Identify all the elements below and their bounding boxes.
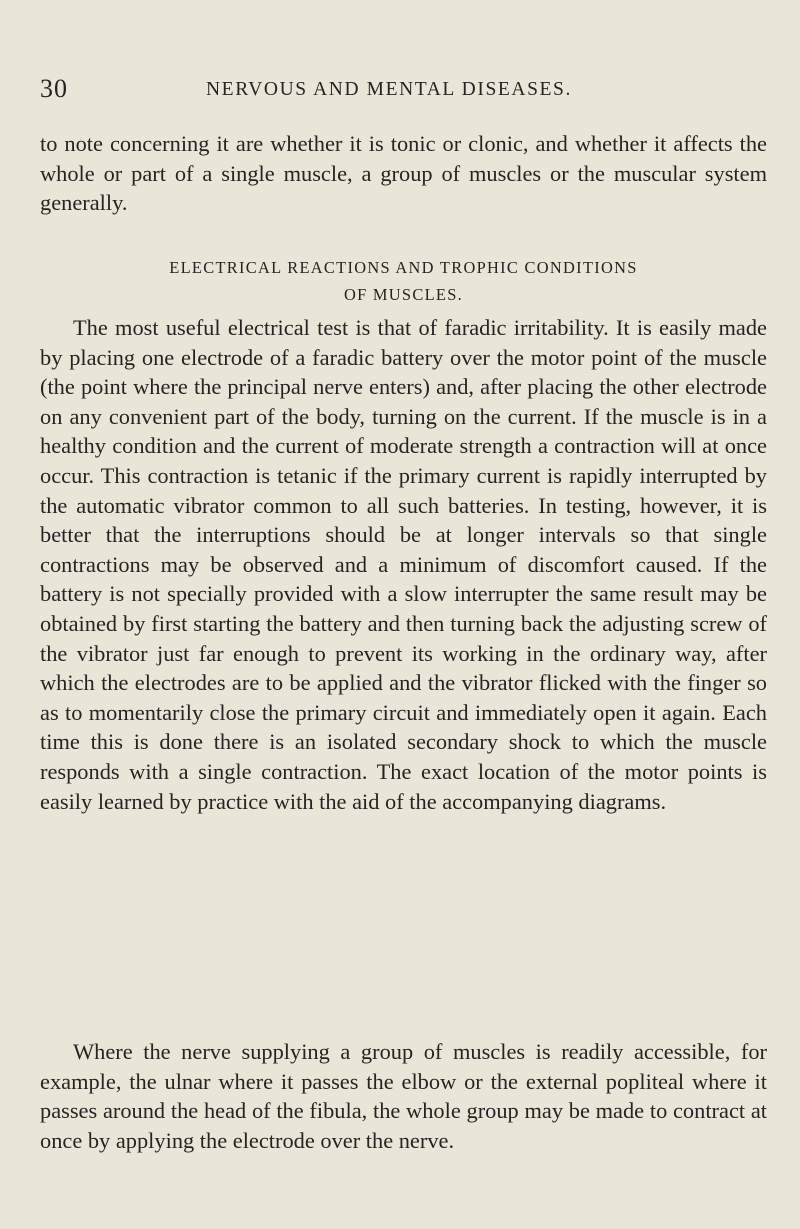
running-head (40, 74, 767, 104)
body-paragraph: The most useful electrical test is that of faradic irritability. It is easily made by placing one electrode of a faradic battery over the motor point of the muscle (the point where the principal nerve enters) and, after placing the other electrode on any convenient part of the body, turning on the current. If the muscle is in a healthy condition and the current of moderate strength a contraction will at once occur. This contraction is tetanic if the primary current is rapidly interrupted by the automatic vibrator common to all such batteries. In testing, however, it is better that the interruptions should be at longer intervals so that single contractions may be observed and a minimum of discomfort caused. If the battery is not specially provided with a slow interrupter the same result may be obtained by first starting the battery and then turning back the adjusting screw of the vibrator just far enough to prevent its working in the ordinary way, after which the electrodes are to be applied and the vibrator flicked with the finger so as to momentarily close the primary circuit and immediately open it again. Each time this is done there is an isolated secondary shock to which the muscle responds with a single contraction. The exact location of the motor points is easily learned by practice with the aid of the accompanying diagrams. (40, 315, 767, 814)
section-heading-line-2: OF MUSCLES. (343, 285, 464, 304)
section-heading-line-1: ELECTRICAL REACTIONS AND TROPHIC CONDITIONS (169, 258, 638, 277)
intro-paragraph: to note concerning it are whether it is tonic or clonic, and whether it affects the whole or part of a single muscle, a group of muscles or the muscular system generally. (40, 131, 767, 216)
body-paragraph: Where the nerve supplying a group of muscles is readily accessible, for example, the ulnar where it passes the elbow or the external popliteal where it passes around the head of the fibula, the whole group may be made to contract at once by applying the electrode over the nerve. (40, 1039, 767, 1153)
page-number: 30 (40, 74, 68, 103)
running-title: NERVOUS AND MENTAL DISEASES. (206, 79, 572, 100)
